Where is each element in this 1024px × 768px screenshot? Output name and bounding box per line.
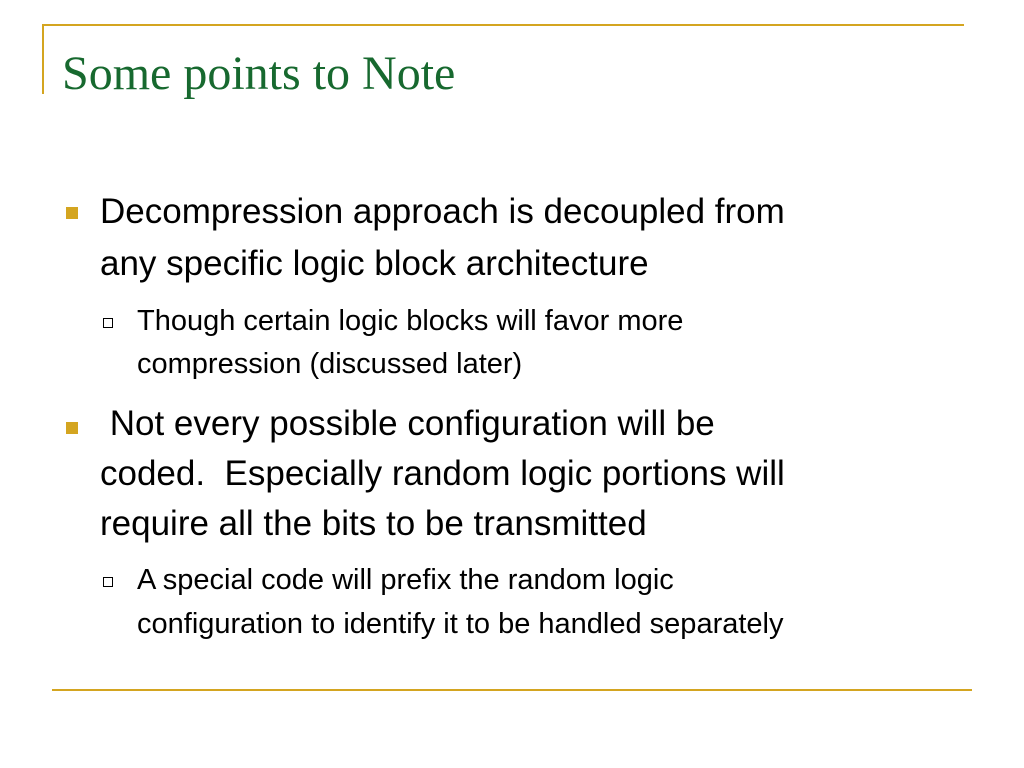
- slide-title: Some points to Note: [62, 47, 456, 100]
- bullet-1-line-1: Decompression approach is decoupled from: [100, 192, 785, 231]
- bullet-marker-square-icon: [66, 207, 78, 219]
- sub-bullet-1-line-1: Though certain logic blocks will favor more: [137, 305, 684, 337]
- bullet-1-line-2: any specific logic block architecture: [100, 244, 649, 283]
- bullet-marker-square-icon: [66, 422, 78, 434]
- bullet-2-line-3: require all the bits to be transmitted: [100, 504, 647, 543]
- sub-bullet-marker-hollow-square-icon: [103, 318, 113, 328]
- bullet-2-line-1: Not every possible configuration will be: [100, 404, 715, 443]
- bottom-accent-rule: [52, 689, 972, 691]
- sub-bullet-2-line-2: configuration to identify it to be handled separately: [137, 608, 784, 640]
- sub-bullet-1-line-2: compression (discussed later): [137, 348, 523, 380]
- sub-bullet-2-line-1: A special code will prefix the random logic: [137, 564, 674, 596]
- bullet-2-line-2: coded. Especially random logic portions will: [100, 454, 785, 493]
- sub-bullet-marker-hollow-square-icon: [103, 577, 113, 587]
